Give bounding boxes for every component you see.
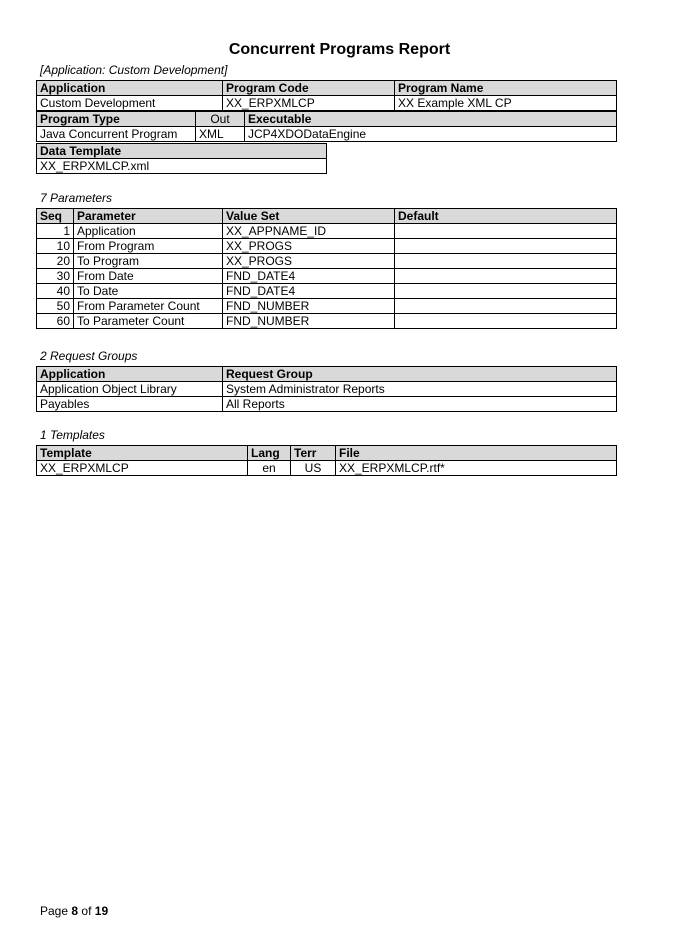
- cell-request-group: System Administrator Reports: [223, 382, 617, 397]
- data-template-table: [36, 143, 327, 174]
- cell-request-group: All Reports: [223, 397, 617, 412]
- cell-template: XX_ERPXMLCP: [37, 461, 248, 476]
- cell-seq: 10: [37, 239, 74, 254]
- cell-parameter: To Program: [74, 254, 223, 269]
- header-executable: Executable: [245, 112, 617, 127]
- cell-default: [395, 254, 617, 269]
- page-total: 19: [94, 904, 109, 918]
- cell-program-type: Java Concurrent Program: [37, 127, 196, 142]
- cell-value-set: XX_PROGS: [223, 254, 395, 269]
- cell-value-set: FND_DATE4: [223, 269, 395, 284]
- cell-default: [395, 299, 617, 314]
- header-request-group: Request Group: [223, 367, 617, 382]
- header-program-code: Program Code: [223, 81, 395, 96]
- table-row: [37, 382, 617, 397]
- templates-header-row: [37, 446, 617, 461]
- table-row: [37, 224, 617, 239]
- cell-value-set: FND_DATE4: [223, 284, 395, 299]
- cell-default: [395, 224, 617, 239]
- cell-parameter: From Date: [74, 269, 223, 284]
- cell-rg-application: Application Object Library: [37, 382, 223, 397]
- request-groups-header-row: [37, 367, 617, 382]
- data-template-row: [37, 159, 327, 174]
- cell-program-code: XX_ERPXMLCP: [223, 96, 395, 111]
- templates-caption: 1 Templates: [40, 428, 105, 442]
- program-type-row: [37, 127, 617, 142]
- cell-default: [395, 239, 617, 254]
- header-lang: Lang: [248, 446, 291, 461]
- page-footer: [40, 904, 108, 918]
- parameters-header-row: [37, 209, 617, 224]
- cell-value-set: FND_NUMBER: [223, 314, 395, 329]
- report-title: Concurrent Programs Report: [228, 41, 451, 58]
- cell-seq: 40: [37, 284, 74, 299]
- request-groups-table: [36, 366, 617, 412]
- table-row: [37, 239, 617, 254]
- cell-parameter: From Program: [74, 239, 223, 254]
- table-row: [37, 314, 617, 329]
- cell-out: XML: [196, 127, 245, 142]
- cell-lang: en: [248, 461, 291, 476]
- cell-seq: 50: [37, 299, 74, 314]
- table-row: [37, 284, 617, 299]
- header-template: Template: [37, 446, 248, 461]
- application-caption: [Application: Custom Development]: [40, 63, 228, 77]
- header-out: Out: [196, 112, 245, 127]
- of-word: of: [81, 904, 92, 918]
- header-terr: Terr: [291, 446, 336, 461]
- program-type-header-row: [37, 112, 617, 127]
- data-template-header-row: [37, 144, 327, 159]
- header-default: Default: [395, 209, 617, 224]
- cell-parameter: To Date: [74, 284, 223, 299]
- parameters-table: [36, 208, 617, 329]
- header-program-type: Program Type: [37, 112, 196, 127]
- cell-default: [395, 284, 617, 299]
- header-parameter: Parameter: [74, 209, 223, 224]
- program-header-row: [37, 81, 617, 96]
- cell-parameter: Application: [74, 224, 223, 239]
- program-row: [37, 96, 617, 111]
- cell-seq: 1: [37, 224, 74, 239]
- cell-seq: 20: [37, 254, 74, 269]
- cell-executable: JCP4XDODataEngine: [245, 127, 617, 142]
- request-groups-caption: 2 Request Groups: [40, 349, 138, 363]
- header-value-set: Value Set: [223, 209, 395, 224]
- cell-terr: US: [291, 461, 336, 476]
- table-row: [37, 269, 617, 284]
- header-file: File: [336, 446, 617, 461]
- header-seq: Seq: [37, 209, 74, 224]
- cell-file: XX_ERPXMLCP.rtf*: [336, 461, 617, 476]
- table-row: [37, 299, 617, 314]
- table-row: [37, 397, 617, 412]
- parameters-caption: 7 Parameters: [40, 191, 113, 205]
- cell-rg-application: Payables: [37, 397, 223, 412]
- page-number: 8: [71, 904, 79, 918]
- program-type-table: [36, 111, 617, 142]
- cell-value-set: XX_PROGS: [223, 239, 395, 254]
- program-table: [36, 80, 617, 111]
- cell-value-set: XX_APPNAME_ID: [223, 224, 395, 239]
- header-program-name: Program Name: [395, 81, 617, 96]
- cell-seq: 30: [37, 269, 74, 284]
- cell-parameter: From Parameter Count: [74, 299, 223, 314]
- cell-seq: 60: [37, 314, 74, 329]
- header-rg-application: Application: [37, 367, 223, 382]
- cell-value-set: FND_NUMBER: [223, 299, 395, 314]
- cell-program-name: XX Example XML CP: [395, 96, 617, 111]
- cell-default: [395, 269, 617, 284]
- templates-table: [36, 445, 617, 476]
- table-row: [37, 461, 617, 476]
- header-application: Application: [37, 81, 223, 96]
- cell-default: [395, 314, 617, 329]
- header-data-template: Data Template: [37, 144, 327, 159]
- page-word: Page: [40, 904, 69, 918]
- cell-data-template: XX_ERPXMLCP.xml: [37, 159, 327, 174]
- cell-application: Custom Development: [37, 96, 223, 111]
- table-row: [37, 254, 617, 269]
- cell-parameter: To Parameter Count: [74, 314, 223, 329]
